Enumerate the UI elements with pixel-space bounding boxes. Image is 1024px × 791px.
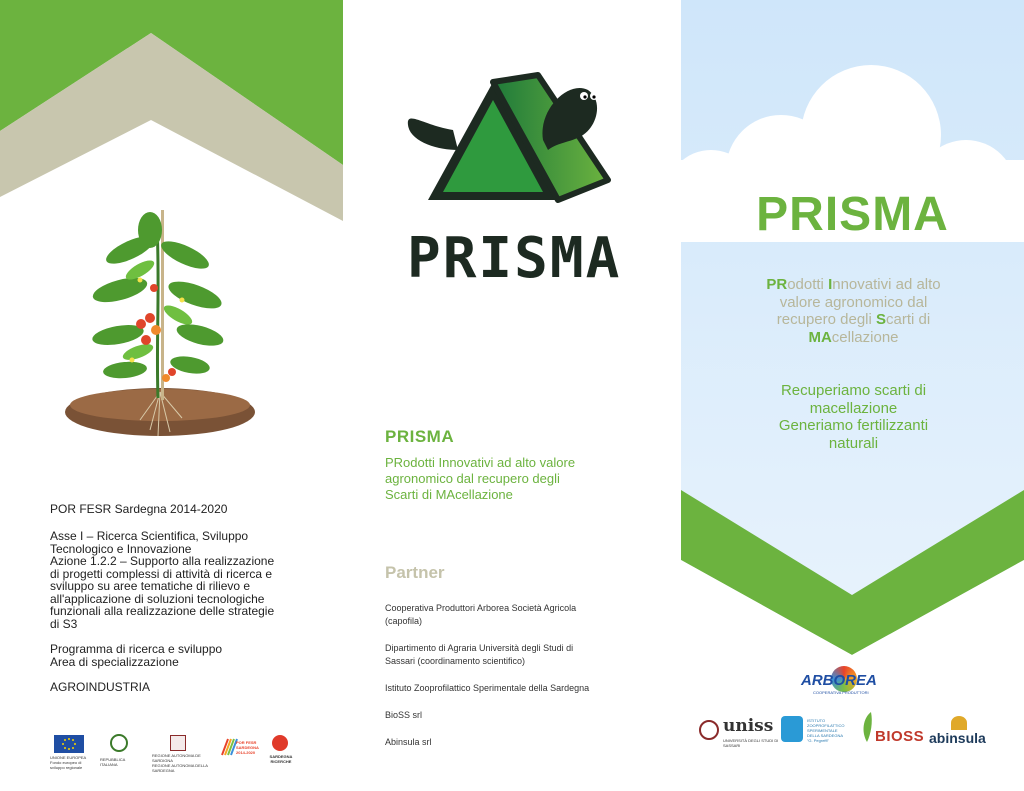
partner-heading: Partner [385,563,445,582]
uniss-seal-icon [699,720,719,740]
sardegna-ricerche-label: SARDEGNA RICERCHE [269,754,293,764]
regione-emblem-icon [170,735,186,751]
izs-logo-icon [781,716,803,742]
uniss-logo-word: uniss [723,716,774,736]
arborea-sub: COOPERATIVA PRODUTTORI [813,690,869,695]
prisma-logo-word: PRISMA [407,226,622,291]
eu-flag-icon [54,735,84,753]
bioss-leaf-icon [861,712,873,742]
cover-acronym: PRodotti Innovativi ad alto valore agronomico dal recupero degli Scarti di MAcellazione [766,276,941,346]
uniss-sub: UNIVERSITÀ DEGLI STUDI DI SASSARI [723,738,779,748]
programma-area: Programma di ricerca e sviluppo Area di specializzazione [50,642,223,669]
prisma-logo-icon [398,70,628,220]
area-name: AGROINDUSTRIA [50,680,151,694]
abinsula-logo-word: abinsula [929,730,986,746]
repubblica-emblem-icon [110,734,128,752]
eu-label: UNIONE EUROPEA Fondo europeo di sviluppo regionale [50,755,87,770]
sardegna-ricerche-logo-icon [272,735,288,751]
project-title: PRISMA [385,427,455,446]
project-subtitle: PRodotti Innovativi ad alto valore agronomico dal recupero degli Scarti di MAcellazione [385,455,576,502]
repubblica-label: REPUBBLICA ITALIANA [100,757,126,767]
partner-item: Istituto Zooprofilattico Sperimentale della Sardegna [385,683,590,693]
partner-item: Abinsula srl [385,737,432,747]
porfesr-label: POR FESR SARDEGNA 2014-2020 [236,740,259,755]
cover-slogan: Recuperiamo scarti di macellazione Generiamo fertilizzanti naturali [778,382,929,452]
bioss-logo-word: BIOSS [875,728,925,745]
chevron-decoration [0,0,343,460]
arborea-logo-word: ARBOREA [801,672,877,689]
partner-item: Dipartimento di Agraria Università degli Studi di Sassari (coordinamento scientifico) [385,643,574,666]
partner-item: Cooperativa Produttori Arborea Società Agricola (capofila) [385,603,577,626]
cover-panel [681,0,1024,791]
back-panel [0,0,343,791]
asse-description: Asse I – Ricerca Scientifica, Sviluppo Tecnologico e Innovazione Azione 1.2.2 – Supporto alla realizzazione di progetti complessi di attività di ricerca e sviluppo su aree tematiche di rilievo e all'applicazione di soluzioni tecnologiche funzionali alla realizzazione delle strategie di S3 [50,529,275,631]
partner-item: BioSS srl [385,710,423,720]
program-title: POR FESR Sardegna 2014-2020 [50,502,228,516]
cover-title: PRISMA [756,188,949,241]
izs-label: ISTITUTO ZOOPROFILATTICO SPERIMENTALE DELLA SARDEGNA "G. Pegreffi" [807,718,845,743]
inner-panel [343,0,681,791]
regione-label: REGIONE AUTONOMA DE SARDIGNA REGIONE AUTONOMA DELLA SARDEGNA [152,753,208,773]
abinsula-logo-icon [951,716,967,730]
